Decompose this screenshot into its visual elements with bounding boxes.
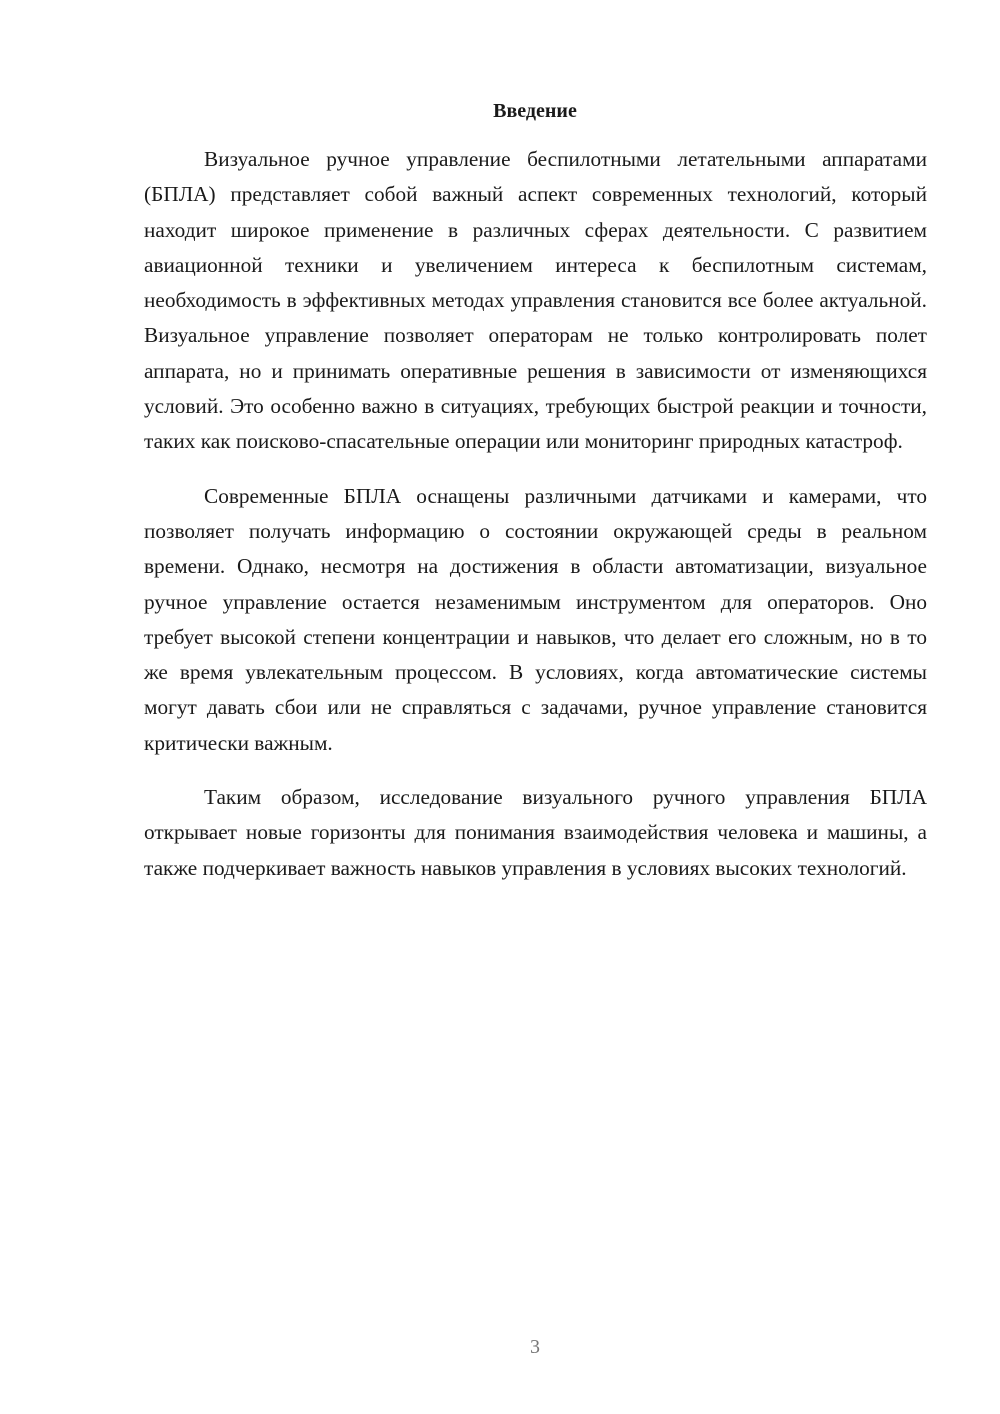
paragraph-2: Современные БПЛА оснащены различными датчиками и камерами, что позволяет получать информацию о состоянии окружающей среды в реальном времени. Однако, несмотря на достижения в области автоматизации, визуальное ручное управление остается незаменимым инструментом для операторов. Оно требует высокой степени концентрации и навыков, что делает его сложным, но в то же время увлекательным процессом. В условиях, когда автоматические системы могут давать сбои или не справляться с задачами, ручное управление становится критически важным. xyxy=(144,483,927,755)
body-text xyxy=(144,142,927,886)
page-number: 3 xyxy=(530,1336,540,1358)
section-heading: Введение xyxy=(493,100,577,122)
paragraph-1: Визуальное ручное управление беспилотными летательными аппаратами (БПЛА) представляет собой важный аспект современных технологий, который находит широкое применение в различных сферах деятельности. С развитием авиационной техники и увеличением интереса к беспилотным системам, необходимость в эффективных методах управления становится все более актуальной. Визуальное управление позволяет операторам не только контролировать полет аппарата, но и принимать оперативные решения в зависимости от изменяющихся условий. Это особенно важно в ситуациях, требующих быстрой реакции и точности, таких как поисково-спасательные операции или мониторинг природных катастроф. xyxy=(144,147,927,454)
paragraph-3: Таким образом, исследование визуального ручного управления БПЛА открывает новые горизонты для понимания взаимодействия человека и машины, а также подчеркивает важность навыков управления в условиях высоких технологий. xyxy=(144,785,927,880)
